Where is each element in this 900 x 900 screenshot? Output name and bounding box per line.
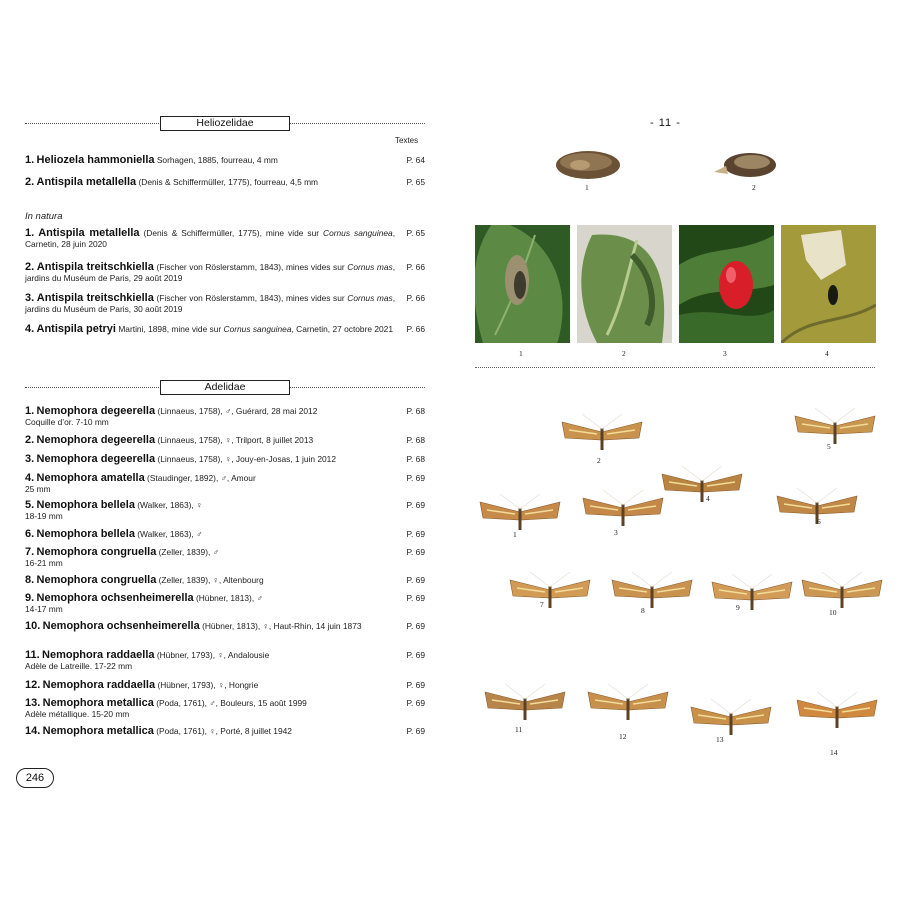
entry-desc: (Poda, 1761), ♂, Bouleurs, 15 août 1999 [156,698,307,708]
species-name: Nemophora amatella [36,472,145,484]
list-item [25,473,425,495]
species-name: Antispila treitschkiella [36,292,154,304]
entry-number: 3. [25,453,35,465]
page-ref: P. 66 [406,324,425,334]
page-ref: P. 69 [406,698,425,708]
list-item [25,262,425,284]
figure-label: 9 [736,603,740,612]
moth-specimen [686,697,776,741]
entry-desc: (Poda, 1761), ♀, Porté, 8 juillet 1942 [156,726,292,736]
leaf-mine-photo [475,225,570,343]
species-name: Nemophora degeerella [36,434,156,446]
entry-number: 2. [25,261,35,273]
entry-subline: 25 mm [25,484,51,494]
entry-subline: 16-21 mm [25,558,63,568]
list-item [25,575,425,586]
larval-case-image [550,145,630,185]
figure-label: 6 [817,517,821,526]
figure-label: 13 [716,735,724,744]
section-header-adelidae [25,380,425,394]
list-item [25,177,425,188]
page-ref: P. 69 [406,529,425,539]
species-name: Nemophora ochsenheimerella [36,592,194,604]
entry-desc: (Linnaeus, 1758), ♀, Trilport, 8 juillet 2013 [157,435,314,445]
entry-number: 9. [25,592,35,604]
moth-specimen [707,572,797,616]
entry-desc: (Hübner, 1813), ♂ [195,593,263,603]
entry-desc: (Walker, 1863), ♀ [137,500,203,510]
entry-number: 4. [25,323,35,335]
page-ref: P. 69 [406,650,425,660]
entry-desc: (Fischer von Röslerstamm, 1843), mines vides sur [156,262,348,272]
page-ref: P. 69 [406,726,425,736]
entry-desc: Sorhagen, 1885, fourreau, 4 mm [156,155,278,165]
page-ref: P. 69 [406,680,425,690]
list-item [25,726,425,737]
page-ref: P. 65 [406,228,425,238]
entry-desc: , Carnetin, 28 juin 2020 [25,228,396,249]
moth-specimen [557,412,647,456]
section-title: Adelidae [160,380,290,395]
entry-number: 10. [25,620,41,632]
figure-label: 5 [827,442,831,451]
entry-desc: (Denis & Schiffermüller, 1775), fourreau, 4,5 mm [138,177,319,187]
entry-number: 1. [25,405,35,417]
textes-label: Textes [395,136,419,145]
entry-number: 7. [25,546,35,558]
page-ref: P. 66 [406,262,425,272]
list-item [25,324,425,335]
entry-number: 11. [25,649,40,661]
moth-specimen [480,682,570,726]
section-header-heliozelidae [25,116,425,130]
entry-desc: , Carnetin, 27 octobre 2021 [291,324,393,334]
entry-number: 12. [25,679,41,691]
figure-label: 2 [752,183,756,192]
page-ref: P. 69 [406,547,425,557]
entry-desc: (Zeller, 1839), ♂ [158,547,219,557]
figure-label: 10 [829,608,837,617]
figure-label: 14 [830,748,838,757]
page-ref: P. 69 [406,500,425,510]
larval-case-image [706,148,786,184]
moth-specimen [578,488,668,532]
list-item [25,228,425,250]
species-name: Heliozela hammoniella [36,154,155,166]
moth-specimen [475,492,565,536]
entry-desc: (Fischer von Röslerstamm, 1843), mines vides sur [156,293,348,303]
figure-label: 3 [723,349,727,358]
moth-specimen [505,570,595,614]
entry-number: 4. [25,472,35,484]
page-ref: P. 69 [406,473,425,483]
entry-number: 1. [25,154,35,166]
page-ref: P. 69 [406,621,425,631]
list-item [25,406,425,428]
list-item [25,698,425,720]
species-name: Nemophora bellela [36,528,135,540]
entry-number: 6. [25,528,35,540]
entry-desc: , jardins du Muséum de Paris, 29 août 2019 [25,262,396,283]
entry-subline: 18-19 mm [25,511,63,521]
entry-desc: (Hübner, 1813), ♀, Haut-Rhin, 14 juin 1873 [202,621,362,631]
entry-subline: Adèle de Latreille. 17-22 mm [25,661,133,671]
entry-desc: (Staudinger, 1892), ♂, Amour [147,473,256,483]
species-name: Nemophora degeerella [36,405,156,417]
species-name: Nemophora metallica [42,725,154,737]
species-name: Antispila metallella [38,227,140,239]
page-ref: P. 68 [406,406,425,416]
dotted-rule [475,367,875,368]
page-ref: P. 64 [406,155,425,165]
list-item [25,593,425,615]
entry-number: 14. [25,725,41,737]
species-name: Antispila metallella [36,176,137,188]
page-ref: P. 68 [406,454,425,464]
figure-label: 7 [540,600,544,609]
figure-label: 4 [706,494,710,503]
figure-label: 2 [622,349,626,358]
list-item [25,155,425,166]
leaf-mine-photo [781,225,876,343]
entry-desc: (Hübner, 1793), ♀, Hongrie [157,680,259,690]
entry-desc: (Walker, 1863), ♂ [137,529,203,539]
moth-specimen [607,570,697,614]
fruit-photo [679,225,774,343]
entry-subline: 14-17 mm [25,604,63,614]
species-name: Nemophora congruella [36,546,157,558]
entry-number: 8. [25,574,35,586]
species-name: Antispila treitschkiella [36,261,154,273]
entry-number: 3. [25,292,35,304]
list-item [25,435,425,446]
figure-label: 12 [619,732,627,741]
figure-label: 1 [585,183,589,192]
entry-desc: (Linnaeus, 1758), ♂, Guérard, 28 mai 2012 [157,406,318,416]
list-item [25,621,425,632]
moth-specimen [583,682,673,726]
figure-label: 4 [825,349,829,358]
entry-number: 2. [25,434,35,446]
list-item [25,454,425,465]
moth-specimen [792,690,882,734]
host-plant: Cornus sanguinea [323,228,393,238]
list-item [25,500,425,522]
entry-number: 1. [25,227,35,239]
figure-label: 1 [519,349,523,358]
host-plant: Cornus mas [347,293,393,303]
entry-desc: Martini, 1898, mine vide sur [118,324,224,334]
species-name: Nemophora raddaella [42,679,156,691]
page-ref: P. 69 [406,575,425,585]
list-item [25,529,425,540]
species-name: Nemophora congruella [36,574,157,586]
page-ref: P. 68 [406,435,425,445]
list-item [25,547,425,569]
page-number: 246 [16,768,54,788]
page-ref: P. 69 [406,593,425,603]
entry-subline: Adèle métallique. 15-20 mm [25,709,130,719]
list-item [25,650,425,672]
species-name: Nemophora ochsenheimerella [42,620,200,632]
entry-number: 2. [25,176,35,188]
page-ref: P. 66 [406,293,425,303]
plate-title: - 11 - [650,117,681,129]
entry-desc: , jardins du Muséum de Paris, 30 août 2019 [25,293,396,314]
figure-label: 1 [513,530,517,539]
moth-specimen [657,464,747,508]
entry-number: 13. [25,697,41,709]
entry-desc: (Linnaeus, 1758), ♀, Jouy-en-Josas, 1 juin 2012 [157,454,336,464]
list-item [25,293,425,315]
host-plant: Cornus sanguinea [223,324,292,334]
entry-number: 5. [25,499,35,511]
page-ref: P. 65 [406,177,425,187]
species-name: Nemophora metallica [42,697,154,709]
figure-label: 11 [515,725,523,734]
entry-desc: (Denis & Schiffermüller, 1775), mine vide sur [143,228,324,238]
moth-specimen [790,406,880,450]
entry-desc: (Hübner, 1793), ♀, Andalousie [156,650,270,660]
leaf-mine-photo [577,225,672,343]
species-name: Nemophora degeerella [36,453,156,465]
list-item [25,680,425,691]
species-name: Antispila petryi [36,323,116,335]
entry-desc: (Zeller, 1839), ♀, Altenbourg [158,575,264,585]
entry-subline: Coquille d’or. 7-10 mm [25,417,109,427]
figure-label: 2 [597,456,601,465]
species-name: Nemophora bellela [36,499,135,511]
host-plant: Cornus mas [347,262,393,272]
figure-label: 8 [641,606,645,615]
species-name: Nemophora raddaella [42,649,155,661]
section-title: Heliozelidae [160,116,290,131]
figure-label: 3 [614,528,618,537]
moth-specimen [797,570,887,614]
in-natura-label: In natura [25,211,63,222]
